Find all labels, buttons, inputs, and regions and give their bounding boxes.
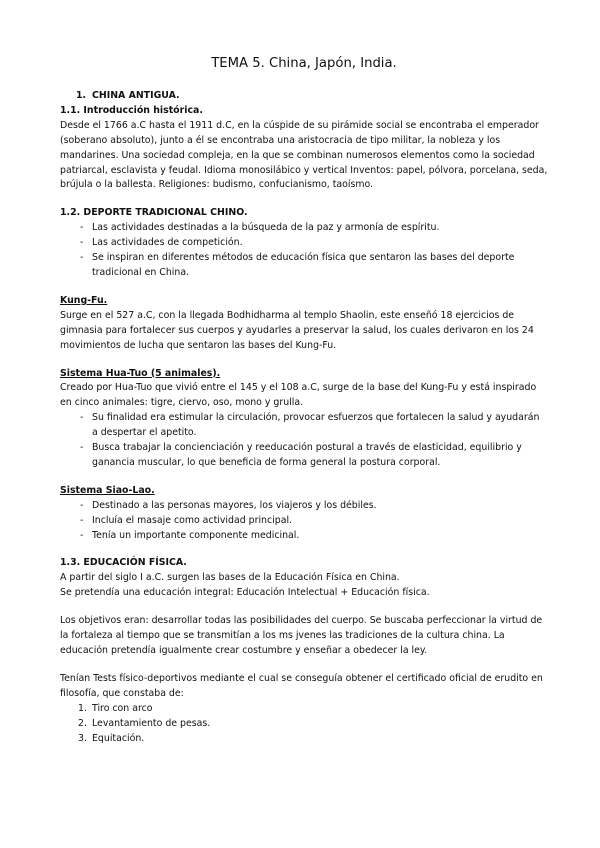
list-item [78,717,548,732]
list-text: Tiro con arco [92,702,153,714]
list-number: 2. [78,717,87,729]
list-item [78,732,548,747]
list-item: - Las actividades destinadas a la búsqueda de la paz y armonía de espíritu. [80,221,548,236]
list-item [78,702,548,717]
heading-kung-fu: Kung-Fu. [60,294,108,306]
heading-hua-tuo: Sistema Hua-Tuo (5 animales). [60,367,221,379]
section-heading-china [60,89,548,104]
list-item: - Se inspiran en diferentes métodos de educación física que sentaron las bases del deporte tradicional en China. [80,251,548,281]
heading-siao-lao: Sistema Siao-Lao. [60,484,155,496]
list-siao-lao [60,499,548,544]
list-item: - Busca trabajar la concienciación y reeducación postural a través de elasticidad, equilibrio y ganancia muscular, lo que beneficia de forma general la postura corporal. [80,441,548,471]
heading-educacion-fisica: 1.3. EDUCACIÓN FÍSICA. [60,557,187,569]
list-text: Equitación. [92,732,145,744]
paragraph-objetivos: Los objetivos eran: desarrollar todas las posibilidades del cuerpo. Se buscaba perfeccionar la virtud de la fortaleza al tiempo que se transmitían a los ms jvenes las tradiciones de la cultura china. La educación pretendía igualmente crear costumbre y enseñar a obedecer la ley. [60,615,543,656]
paragraph-educacion-line1: A partir del siglo I a.C. surgen las bases de la Educación Física en China. [60,572,400,584]
list-number: 1. [78,702,87,714]
paragraph-kung-fu: Surge en el 527 a.C, con la llegada Bodhidharma al templo Shaolin, este enseñó 18 ejercicios de gimnasia para fortalecer sus cuerpos y ayudarles a preservar la salud, los cuales derivaron en los 24 movimientos de lucha que sentaron las bases del Kung-Fu. [60,309,534,351]
list-item: - Las actividades de competición. [80,236,548,251]
list-item: - Su finalidad era estimular la circulación, provocar esfuerzos que fortalecen la salud y ayudarán a despertar el apetito. [80,411,548,441]
page-title: TEMA 5. China, Japón, India. [211,56,397,71]
paragraph-educacion-line2: Se pretendía una educación integral: Educación Intelectual + Educación física. [60,587,430,599]
paragraph-tests: Tenían Tests físico-deportivos mediante el cual se conseguía obtener el certificado oficial de erudito en filosofía, que constaba de: [60,672,543,699]
paragraph-hua-tuo: Creado por Hua-Tuo que vivió entre el 145 y el 108 a.C, surge de la base del Kung-Fu y está inspirado en cinco animales: tigre, ciervo, oso, mono y grulla. [60,382,537,409]
list-item: - Tenía un importante componente medicinal. [80,529,548,544]
paragraph-introduccion: Desde el 1766 a.C hasta el 1911 d.C, en la cúspide de su pirámide social se encontraba el emperador (soberano absoluto), junto a él se encontraba una aristocracia de tipo militar, la nobleza y los mandarines. Una sociedad compleja, en la que se combinan numerosos elementos como la sociedad patriarcal, esclavista y feudal. Idioma monosilábico y vertical Inventos: papel, pólvora, porcelana, seda, brújula o la ballesta. Religiones: budismo, confucianismo, taoísmo. [60,119,548,191]
heading-introduccion: 1.1. Introducción histórica. [60,104,203,116]
list-deporte-tradicional [60,221,548,281]
section-number: 1. [76,90,87,101]
list-hua-tuo [60,411,548,471]
numbered-list-tests [60,702,548,747]
list-number: 3. [78,732,87,744]
list-item: - Destinado a las personas mayores, los viajeros y los débiles. [80,499,548,514]
heading-deporte-tradicional: 1.2. DEPORTE TRADICIONAL CHINO. [60,207,248,219]
list-text: Levantamiento de pesas. [92,717,211,729]
list-item: - Incluía el masaje como actividad principal. [80,514,548,529]
section-title: CHINA ANTIGUA. [92,90,180,101]
